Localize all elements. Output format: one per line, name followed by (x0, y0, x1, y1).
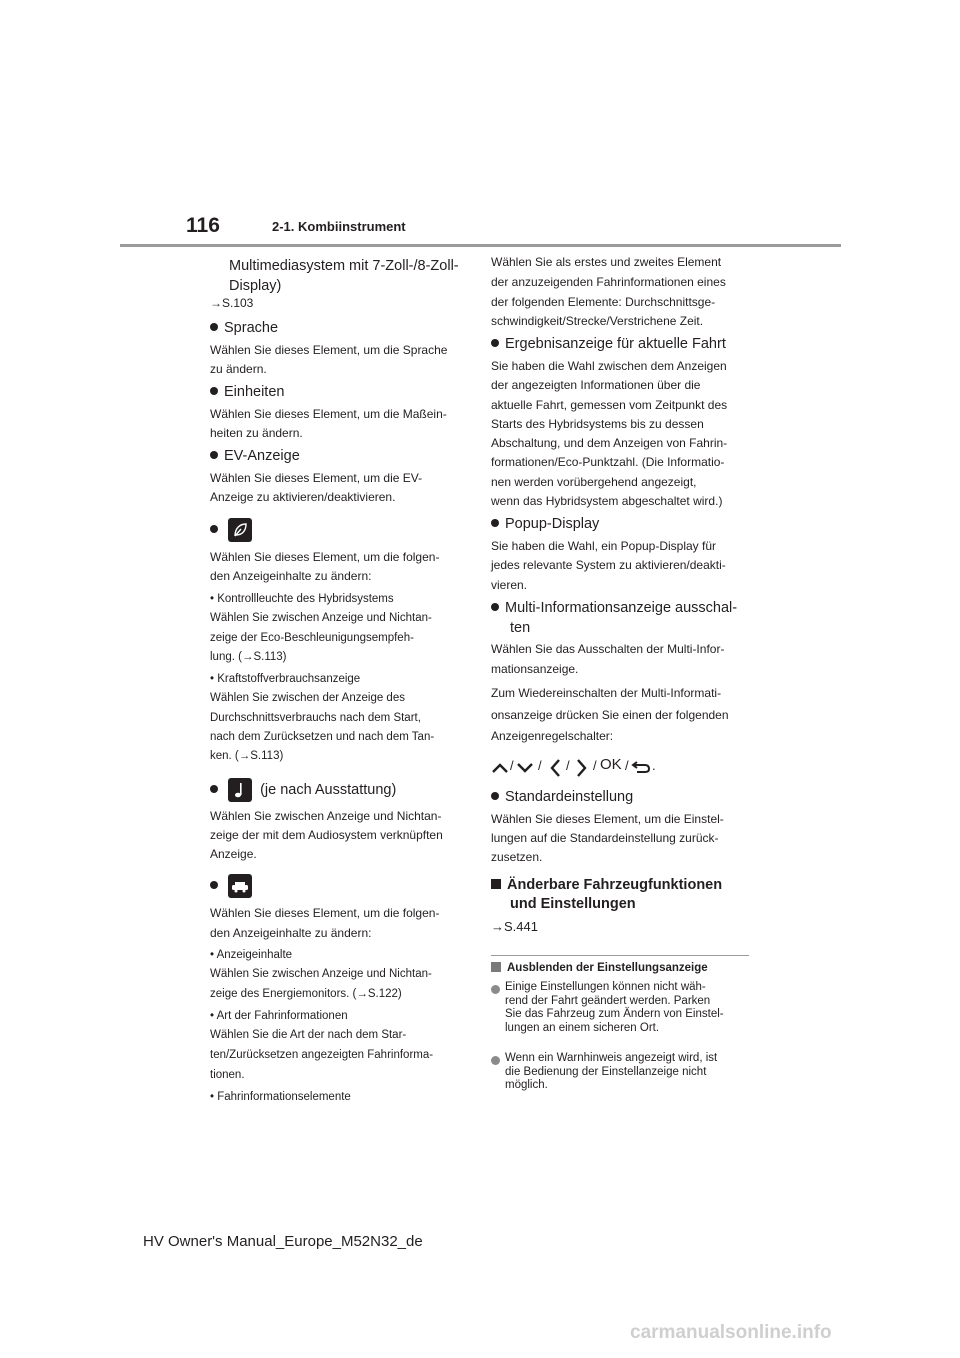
heading-audio (210, 778, 396, 802)
heading-ergebnis (491, 334, 726, 354)
body-line: der anzuzeigenden Fahrinformationen eines (491, 275, 726, 289)
end-period: . (652, 758, 656, 773)
changeable-ref[interactable]: →S.441 (491, 919, 538, 934)
body-line: nen werden vorübergehend angezeigt, (491, 475, 697, 489)
sub-line: tionen. (210, 1069, 245, 1081)
heading-vehicle (210, 874, 252, 898)
body-line: zusetzen. (491, 850, 543, 864)
note-line: lungen an einem sicheren Ort. (505, 1021, 660, 1034)
heading-multi (491, 598, 737, 618)
body-line: den Anzeigeinhalte zu ändern: (210, 569, 372, 583)
body-line: Wählen Sie dieses Element, um die EV- (210, 471, 423, 485)
body-line: Anzeige. (210, 847, 257, 861)
sub-line: • Kraftstoffverbrauchsanzeige (210, 673, 361, 685)
body-line: Wählen Sie zwischen Anzeige und Nichtan- (210, 809, 442, 823)
sub-line: Wählen Sie zwischen der Anzeige des (210, 692, 405, 704)
bullet-dot (210, 323, 218, 331)
heading-popup (491, 514, 599, 534)
heading-einheiten (210, 382, 284, 402)
sub-line: nach dem Zurücksetzen und nach dem Tan- (210, 731, 435, 743)
bullet-dot (210, 785, 218, 793)
note-line: möglich. (505, 1079, 548, 1091)
sub-line: Durchschnittsverbrauchs nach dem Start, (210, 712, 421, 724)
bullet-dot (491, 519, 499, 527)
separator: / (593, 758, 597, 773)
chevron-up-icon (491, 761, 509, 775)
music-note-icon (228, 778, 252, 802)
heading-changeable (491, 875, 722, 895)
bullet-dot (210, 451, 218, 459)
body-line: den Anzeigeinhalte zu ändern: (210, 926, 372, 940)
note-line: die Bedienung der Einstellanzeige nicht (505, 1065, 707, 1078)
body-line: Wählen Sie dieses Element, um die folgen- (210, 550, 440, 564)
heading-text: Ergebnisanzeige für aktuelle Fahrt (505, 336, 726, 352)
bullet-dot (210, 387, 218, 395)
body-line: Abschaltung, und dem Anzeigen von Fahrin- (491, 436, 728, 450)
bullet-dot (210, 525, 218, 533)
body-line: vieren. (491, 578, 528, 592)
chevron-down-icon (516, 761, 534, 775)
grey-bullet (491, 985, 500, 994)
vehicle-info-icon (228, 874, 252, 898)
body-line: der folgenden Elemente: Durchschnittsge- (491, 295, 716, 309)
body-line: Anzeigenregelschalter: (491, 729, 614, 743)
switch-row (491, 757, 691, 779)
note-item-1 (491, 981, 753, 1035)
header-rule (120, 244, 841, 247)
page-number: 116 (186, 214, 220, 237)
body-line: Wählen Sie dieses Element, um die Sprache (210, 343, 448, 357)
note-heading (491, 960, 708, 976)
body-line: onsanzeige drücken Sie einen der folgenden (491, 708, 729, 722)
sub-line: zeige der Eco-Beschleunigungsempfeh- (210, 632, 414, 644)
square-bullet (491, 879, 501, 889)
heading-ev (210, 446, 300, 466)
intro-line-2: Display) (229, 278, 282, 294)
note-rule (491, 955, 749, 956)
body-line: Wählen Sie das Ausschalten der Multi-Infor- (491, 642, 725, 656)
sub-line: Wählen Sie zwischen Anzeige und Nichtan- (210, 612, 432, 624)
sub-line: • Anzeigeinhalte (210, 949, 293, 961)
heading-changeable-cont: und Einstellungen (510, 896, 636, 912)
body-line: der angezeigten Informationen über die (491, 378, 701, 392)
body-line: Wählen Sie dieses Element, um die Einstel- (491, 812, 724, 826)
separator: / (538, 758, 542, 773)
body-line: Sie haben die Wahl, ein Popup-Display für (491, 539, 717, 553)
body-line: formationen/Eco-Punktzahl. (Die Informatio- (491, 455, 725, 469)
body-line: wenn das Hybridsystem abgeschaltet wird.) (491, 494, 723, 508)
body-line: zu ändern. (210, 362, 267, 376)
sub-line: zeige des Energiemonitors. (→S.122) (210, 988, 402, 1000)
note-item-2 (491, 1052, 753, 1093)
heading-sprache (210, 318, 278, 338)
note-line: Einige Einstellungen können nicht wäh- (505, 981, 706, 993)
bullet-dot (491, 603, 499, 611)
note-line: Wenn ein Warnhinweis angezeigt wird, ist (505, 1052, 718, 1064)
ok-label: OK (600, 756, 622, 773)
sub-line: ten/Zurücksetzen angezeigten Fahrinforma- (210, 1049, 434, 1061)
body-line: Wählen Sie dieses Element, um die folgen- (210, 906, 440, 920)
body-line: lungen auf die Standardeinstellung zurück- (491, 831, 719, 845)
note-line: rend der Fahrt geändert werden. Parken (505, 994, 711, 1007)
note-line: Sie das Fahrzeug zum Ändern von Einstel- (505, 1008, 724, 1020)
heading-text: Popup-Display (505, 516, 600, 532)
separator: / (566, 758, 570, 773)
heading-text: Einheiten (224, 384, 285, 400)
watermark: carmanualsonline.info (630, 1322, 832, 1343)
bullet-dot (210, 881, 218, 889)
bullet-dot (491, 339, 499, 347)
body-line: schwindigkeit/Strecke/Verstrichene Zeit. (491, 314, 704, 328)
heading-text: Multi-Informationsanzeige ausschal- (505, 600, 738, 616)
heading-text: Änderbare Fahrzeugfunktionen (507, 877, 723, 893)
body-line: Wählen Sie dieses Element, um die Maßein- (210, 407, 447, 421)
intro-ref[interactable]: →S.103 (210, 296, 254, 310)
bullet-dot (491, 792, 499, 800)
footer-text: HV Owner's Manual_Europe_M52N32_de (143, 1233, 423, 1250)
body-line: mationsanzeige. (491, 662, 579, 676)
square-bullet (491, 962, 501, 972)
back-arrow-icon (631, 759, 651, 775)
body-line: Wählen Sie als erstes und zweites Element (491, 255, 722, 269)
leaf-icon (228, 518, 252, 542)
section-title: 2-1. Kombiinstrument (272, 219, 406, 234)
body-line: Zum Wiedereinschalten der Multi-Informati- (491, 686, 722, 700)
sub-line: • Fahrinformationselemente (210, 1091, 351, 1103)
grey-bullet (491, 1056, 500, 1065)
heading-eco (210, 518, 252, 542)
body-line: Sie haben die Wahl zwischen dem Anzeigen (491, 359, 727, 373)
sub-line: Wählen Sie zwischen Anzeige und Nichtan- (210, 968, 432, 980)
sub-line: • Kontrollleuchte des Hybridsystems (210, 593, 394, 605)
sub-line: • Art der Fahrinformationen (210, 1010, 348, 1022)
heading-standard (491, 787, 633, 807)
chevron-right-icon (575, 758, 589, 778)
body-line: zeige der mit dem Audiosystem verknüpften (210, 828, 443, 842)
body-line: Starts des Hybridsystems bis zu dessen (491, 417, 704, 431)
heading-multi-cont: ten (510, 620, 531, 636)
intro-line-1: Multimediasystem mit 7-Zoll-/8-Zoll- (229, 258, 459, 274)
body-line: jedes relevante System zu aktivieren/deakti- (491, 558, 726, 572)
chevron-left-icon (548, 758, 562, 778)
heading-text: Sprache (224, 320, 279, 336)
body-line: aktuelle Fahrt, gemessen vom Zeitpunkt des (491, 398, 728, 412)
heading-text: EV-Anzeige (224, 448, 300, 464)
heading-text: Standardeinstellung (505, 789, 634, 805)
note-heading-text: Ausblenden der Einstellungsanzeige (507, 962, 708, 974)
separator: / (510, 758, 514, 773)
heading-text: (je nach Ausstattung) (260, 781, 397, 798)
body-line: heiten zu ändern. (210, 426, 303, 440)
sub-line: lung. (→S.113) (210, 651, 287, 663)
sub-line: ken. (→S.113) (210, 750, 284, 762)
separator: / (625, 758, 629, 773)
body-line: Anzeige zu aktivieren/deaktivieren. (210, 490, 396, 504)
sub-line: Wählen Sie die Art der nach dem Star- (210, 1029, 407, 1041)
